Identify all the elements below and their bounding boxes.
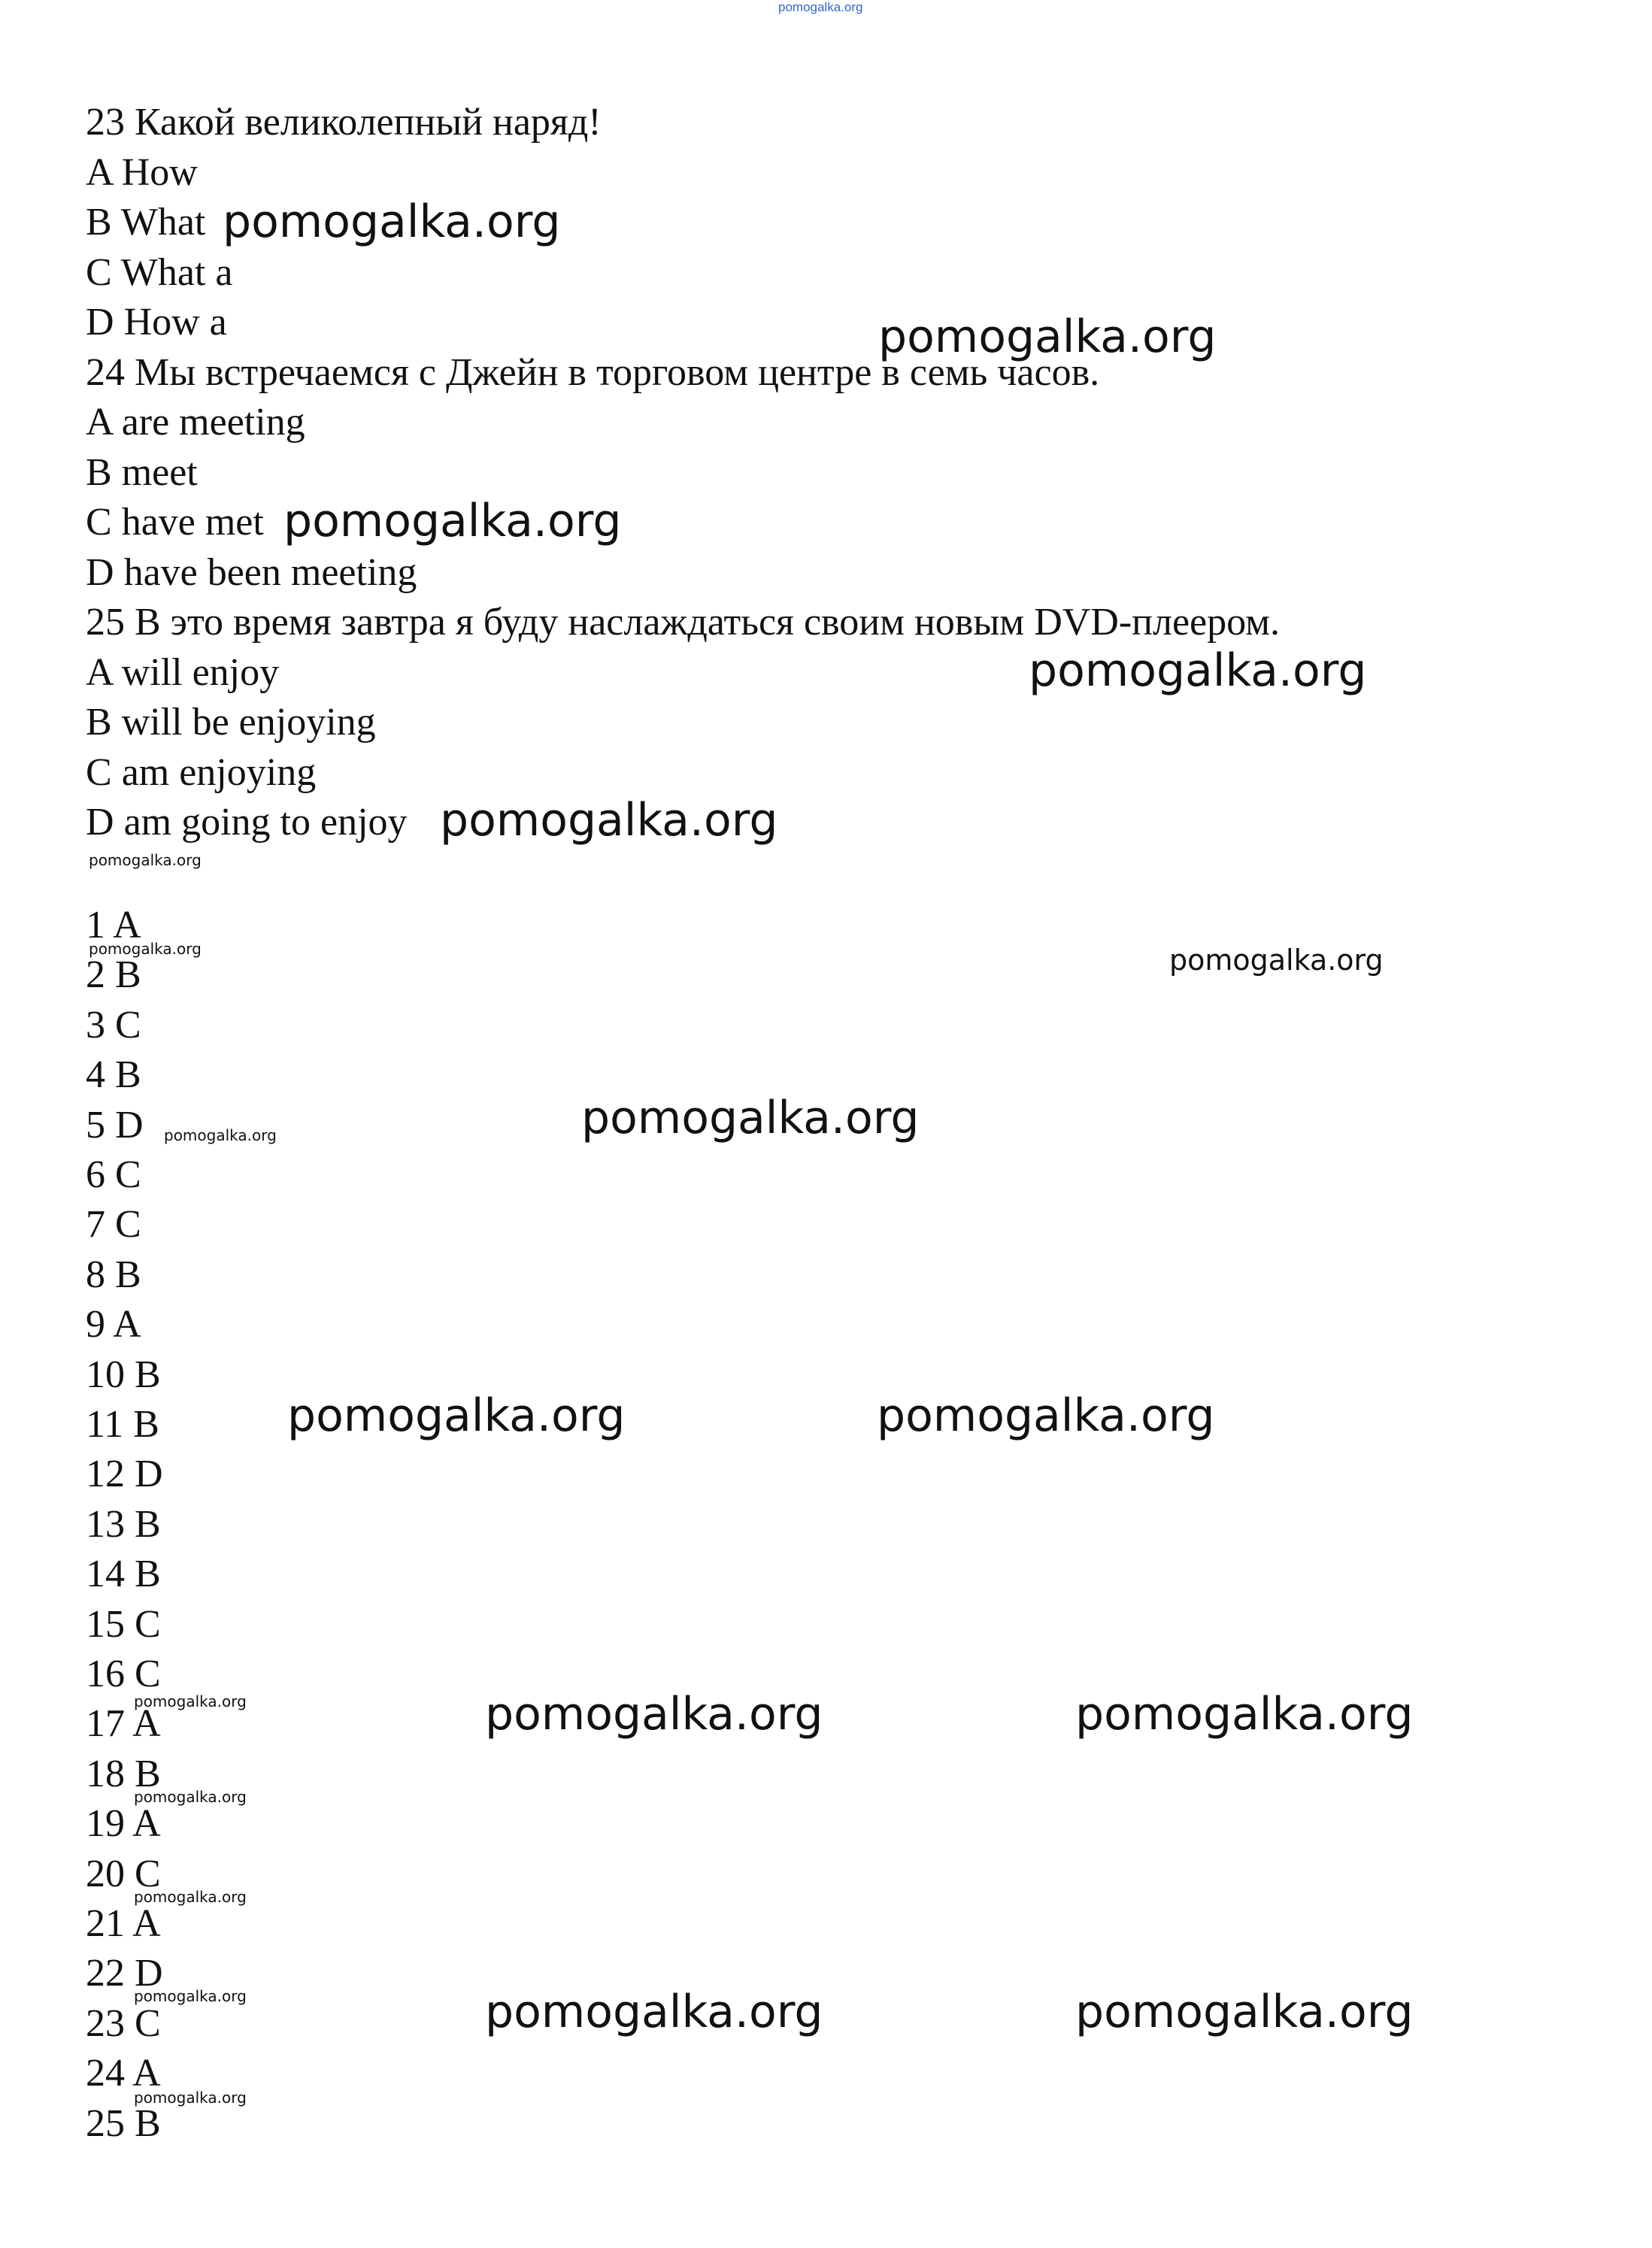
answer-letter: A: [113, 1303, 141, 1346]
question-prompt: [86, 603, 1280, 642]
option-text: am enjoying: [121, 751, 317, 794]
answer-key-item: [86, 1655, 161, 1694]
answer-letter: A: [132, 2052, 161, 2095]
answer-number: 4: [86, 1053, 105, 1096]
answer-key-item: [86, 1106, 144, 1145]
option-letter: D: [86, 551, 114, 594]
answer-number: 1: [86, 904, 105, 947]
answer-option: [86, 203, 205, 242]
answer-option: [86, 503, 264, 542]
answer-key-item: [86, 1053, 141, 1096]
option-letter: C: [86, 251, 112, 294]
answer-key-item: [86, 1153, 141, 1196]
answer-number: 15: [86, 1603, 125, 1646]
answer-number: 10: [86, 1353, 125, 1396]
question-text: Какой великолепный наряд!: [135, 101, 602, 144]
answer-key-item: [86, 1605, 161, 1644]
answer-key-item: [86, 1455, 163, 1494]
watermark: pomogalka.org: [164, 1126, 277, 1144]
watermark: pomogalka.org: [223, 195, 561, 248]
question-number: 23: [86, 101, 125, 144]
answer-option: [86, 753, 316, 792]
watermark: pomogalka.org: [287, 1389, 626, 1442]
option-letter: D: [86, 801, 114, 844]
answer-option: [86, 553, 417, 592]
watermark: pomogalka.org: [283, 495, 622, 547]
answer-number: 11: [86, 1403, 124, 1446]
answer-number: 23: [86, 2002, 125, 2045]
answer-key-item: [86, 1253, 141, 1296]
option-text: What: [120, 201, 206, 244]
option-letter: D: [86, 301, 114, 344]
option-text: meet: [121, 451, 198, 494]
answer-number: 6: [86, 1153, 105, 1196]
watermark: pomogalka.org: [134, 2089, 247, 2107]
option-text: are meeting: [121, 401, 305, 444]
answer-letter: D: [135, 1453, 163, 1495]
answer-letter: B: [115, 1253, 141, 1296]
answer-key-item: [86, 1505, 161, 1544]
watermark: pomogalka.org: [1029, 644, 1367, 697]
option-letter: C: [86, 501, 112, 544]
question-prompt: [86, 103, 602, 142]
answer-key-item: [86, 1904, 161, 1944]
answer-number: 9: [86, 1303, 105, 1346]
answer-key-item: [86, 2104, 161, 2143]
question-text: Мы встречаемся с Джейн в торговом центре в семь часов.: [135, 351, 1100, 394]
answer-number: 2: [86, 953, 105, 996]
answer-letter: C: [115, 1153, 141, 1196]
watermark: pomogalka.org: [89, 940, 202, 958]
option-letter: A: [86, 151, 112, 194]
answer-letter: B: [133, 1403, 159, 1446]
answer-letter: B: [135, 1503, 161, 1546]
answer-option: [86, 403, 305, 442]
watermark: pomogalka.org: [581, 1092, 920, 1144]
watermark: pomogalka.org: [1075, 1688, 1414, 1741]
answer-number: 3: [86, 1004, 105, 1047]
watermark: pomogalka.org: [134, 1692, 247, 1710]
option-text: will enjoy: [121, 651, 280, 694]
watermark: pomogalka.org: [440, 794, 778, 847]
watermark: pomogalka.org: [485, 1986, 823, 2038]
answer-key-item: [86, 1405, 159, 1444]
answer-number: 5: [86, 1104, 105, 1147]
answer-letter: D: [135, 1952, 163, 1995]
watermark: pomogalka.org: [877, 1389, 1215, 1442]
answer-number: 8: [86, 1253, 105, 1296]
watermark: pomogalka.org: [134, 1888, 247, 1906]
answer-letter: A: [132, 1902, 161, 1945]
answer-letter: B: [135, 1353, 161, 1396]
answer-number: 24: [86, 2052, 125, 2095]
header-watermark: pomogalka.org: [778, 0, 863, 14]
watermark: pomogalka.org: [134, 1788, 247, 1806]
option-text: have been meeting: [123, 551, 417, 594]
answer-key-item: [86, 953, 141, 996]
answer-letter: B: [135, 1553, 161, 1595]
answer-option: [86, 803, 408, 842]
answer-number: 18: [86, 1753, 125, 1795]
option-letter: B: [86, 201, 112, 244]
answer-number: 25: [86, 2102, 125, 2145]
answer-number: 17: [86, 1702, 125, 1745]
answer-option: [86, 303, 227, 342]
watermark: pomogalka.org: [1075, 1986, 1414, 2038]
answer-letter: A: [132, 1702, 161, 1745]
answer-number: 13: [86, 1503, 125, 1546]
question-number: 25: [86, 601, 125, 644]
question-text: В это время завтра я буду наслаждаться своим новым DVD-плеером.: [135, 601, 1281, 644]
answer-key-item: [86, 2054, 161, 2093]
watermark: pomogalka.org: [134, 1987, 247, 2005]
answer-key-item: [86, 1804, 161, 1844]
answer-number: 22: [86, 1952, 125, 1995]
option-letter: B: [86, 451, 112, 494]
watermark: pomogalka.org: [89, 851, 202, 869]
answer-letter: D: [115, 1104, 144, 1147]
answer-letter: C: [115, 1203, 141, 1246]
option-text: have met: [121, 501, 264, 544]
answer-letter: C: [135, 1653, 161, 1695]
answer-letter: B: [135, 1753, 161, 1795]
answer-option: [86, 703, 376, 742]
answer-letter: A: [113, 904, 141, 947]
answer-number: 20: [86, 1853, 125, 1895]
answer-option: [86, 653, 279, 692]
option-text: am going to enjoy: [123, 801, 408, 844]
answer-key-item: [86, 1555, 161, 1594]
answer-number: 12: [86, 1453, 125, 1495]
option-text: will be enjoying: [121, 701, 376, 744]
answer-key-item: [86, 1305, 141, 1344]
option-letter: A: [86, 401, 112, 444]
answer-number: 19: [86, 1802, 125, 1845]
answer-letter: C: [115, 1004, 141, 1047]
answer-key-item: [86, 1353, 161, 1396]
option-letter: B: [86, 701, 112, 744]
option-text: What a: [120, 251, 233, 294]
answer-key-item: [86, 2004, 161, 2043]
answer-letter: B: [135, 2102, 161, 2145]
watermark: pomogalka.org: [878, 311, 1217, 363]
answer-letter: C: [135, 2002, 161, 2045]
answer-number: 14: [86, 1553, 125, 1595]
option-letter: A: [86, 651, 112, 694]
answer-option: [86, 153, 198, 192]
answer-option: [86, 253, 232, 292]
watermark: pomogalka.org: [1169, 944, 1384, 977]
option-text: How: [121, 151, 198, 194]
answer-option: [86, 453, 198, 492]
option-letter: C: [86, 751, 112, 794]
answer-letter: B: [115, 1053, 141, 1096]
answer-number: 7: [86, 1203, 105, 1246]
answer-letter: C: [135, 1603, 161, 1646]
question-number: 24: [86, 351, 125, 394]
answer-letter: B: [115, 953, 141, 996]
option-text: How a: [123, 301, 227, 344]
answer-number: 21: [86, 1902, 125, 1945]
answer-number: 16: [86, 1653, 125, 1695]
answer-key-item: [86, 1205, 141, 1244]
answer-letter: A: [132, 1802, 161, 1845]
answer-key-item: [86, 1006, 141, 1045]
watermark: pomogalka.org: [485, 1688, 823, 1741]
answer-letter: C: [135, 1853, 161, 1895]
